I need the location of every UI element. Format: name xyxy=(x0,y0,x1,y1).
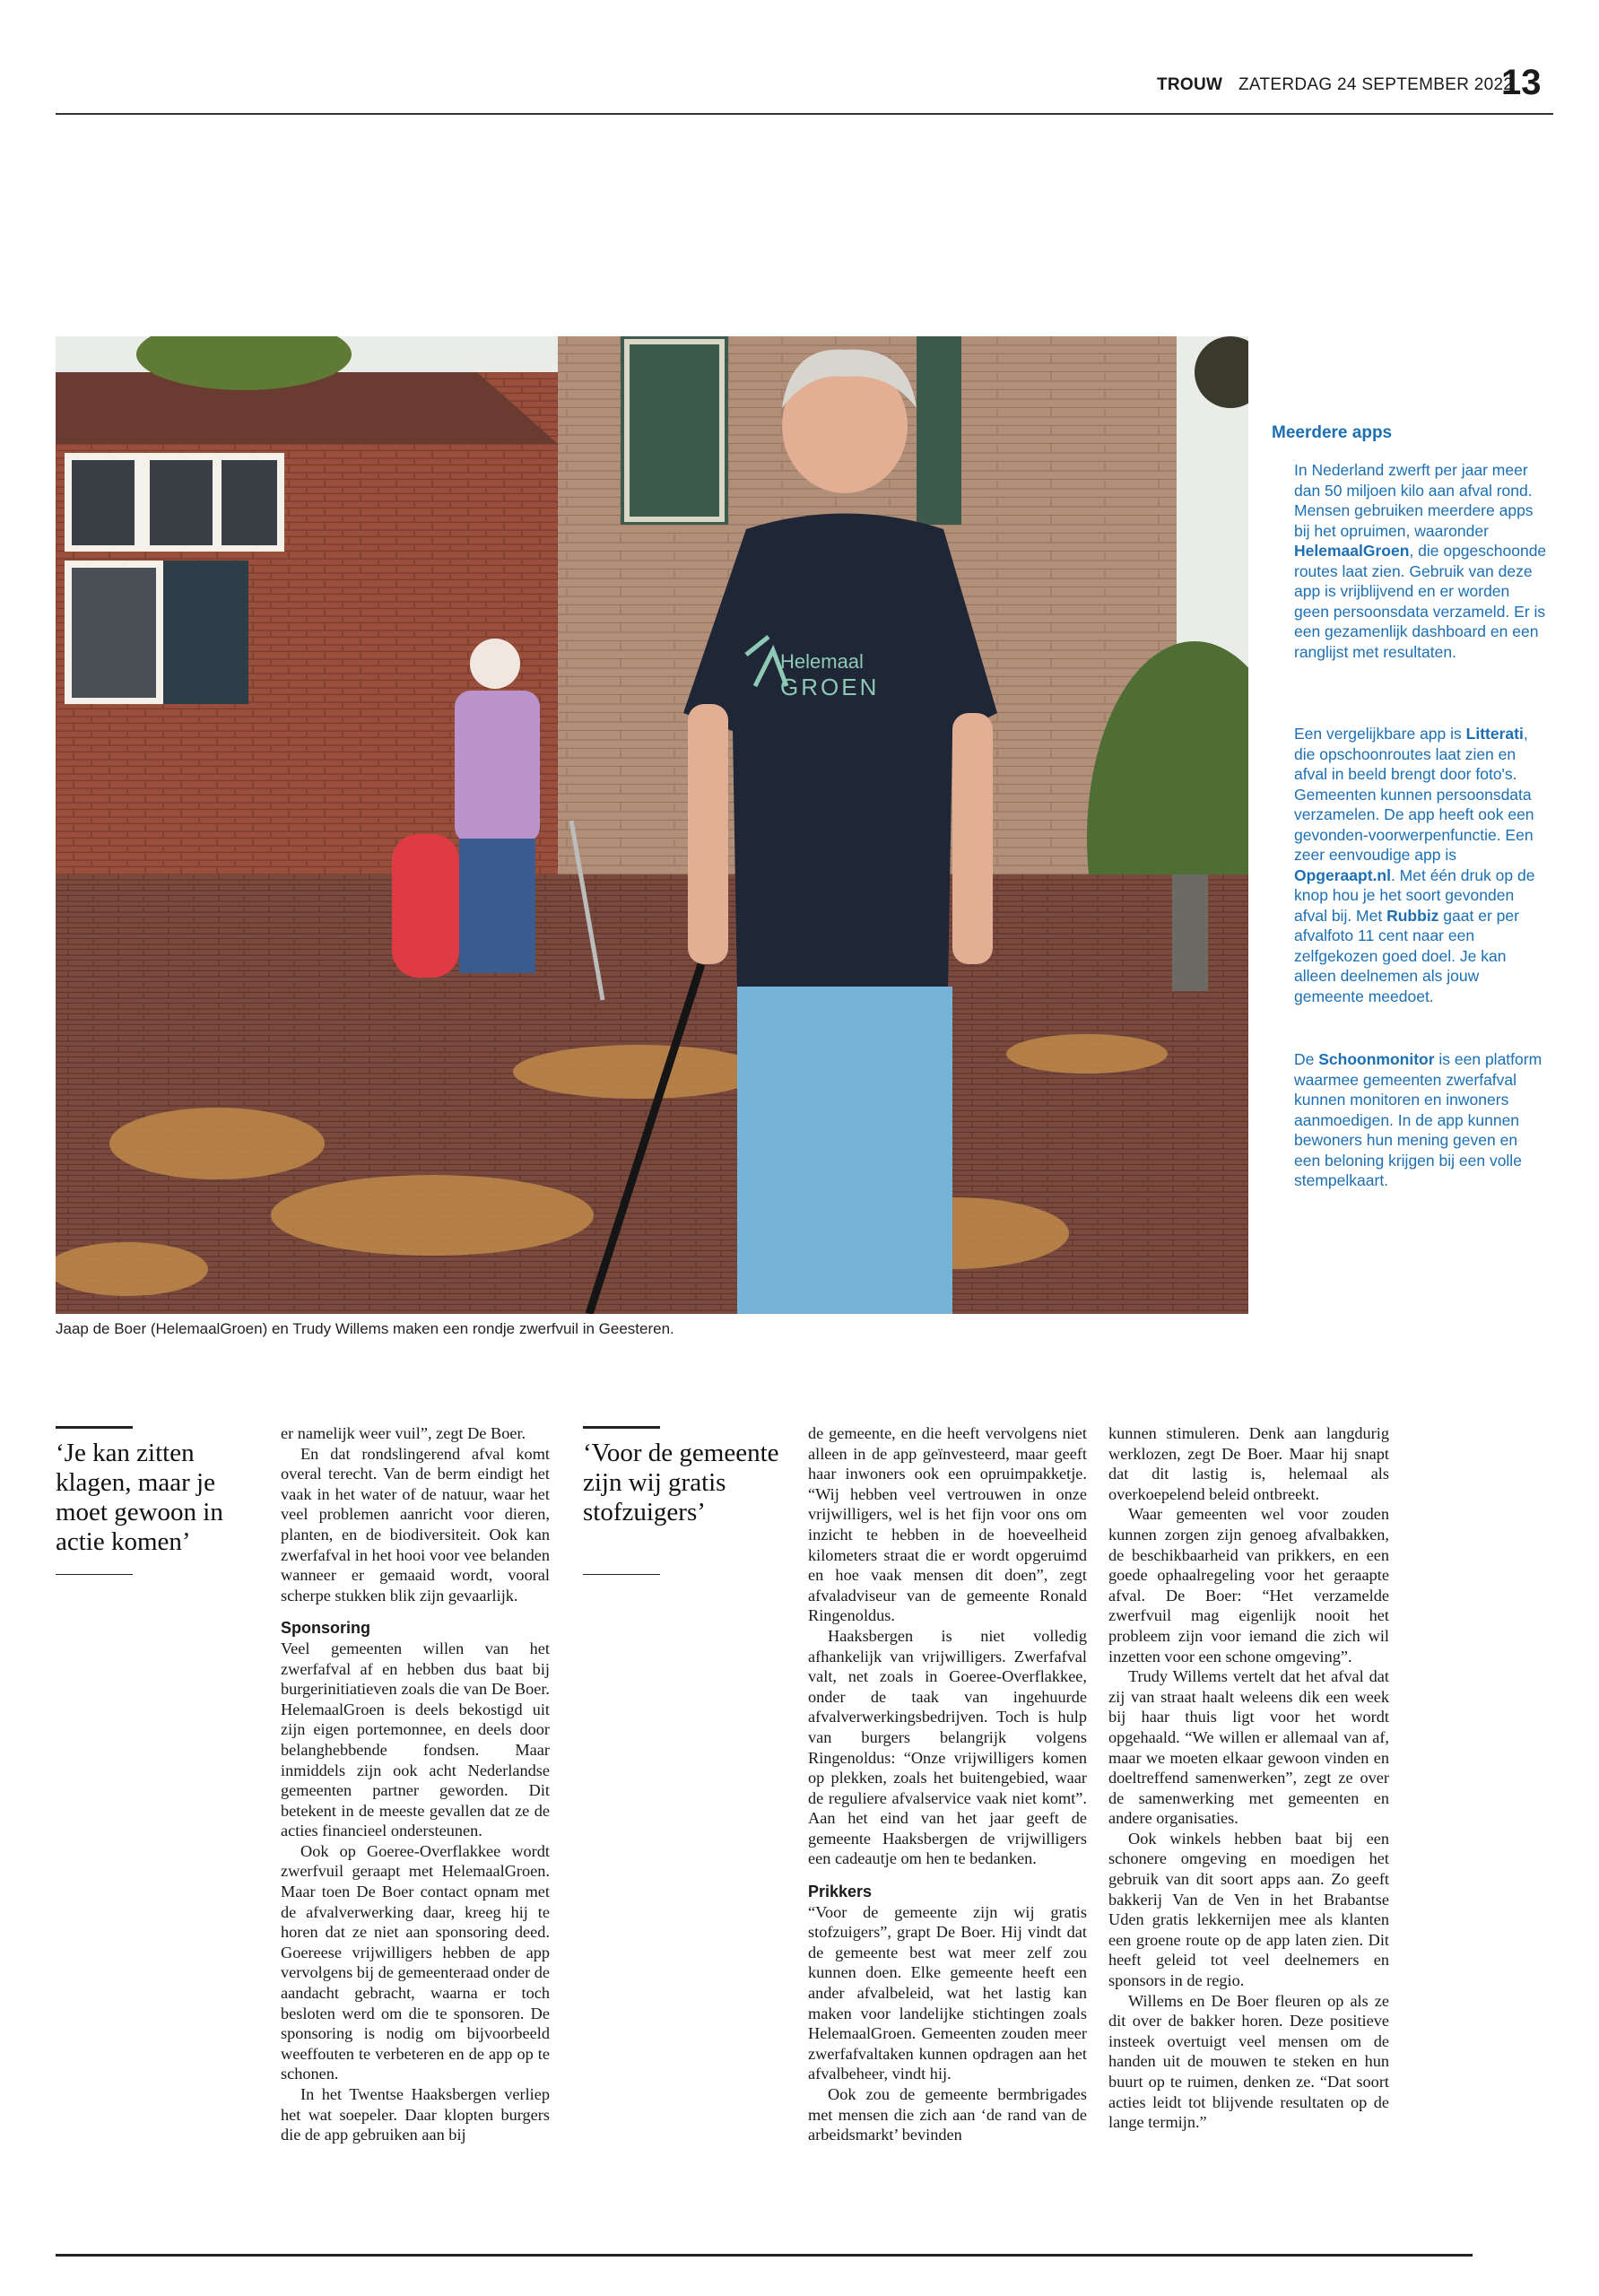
article-photo xyxy=(56,336,1248,1314)
sidebar-paragraph: De Schoonmonitor is een platform waarmee gemeenten zwerfafval kunnen monitoren en inwoners aanmoedigen. In de app kunnen bewoners hun mening geven en een beloning krijgen bij een volle stempelkaart. xyxy=(1294,1050,1543,1189)
app-name: Rubbiz xyxy=(1386,906,1439,925)
app-name: Opgeraapt.nl xyxy=(1294,865,1391,884)
article-paragraph: Haaksbergen is niet volledig afhankelijk van vrijwilligers. Zwerfafval valt, net zoals in Goeree-Overflakkee, onder de taak van ingehuurde afvalverwerkingsbedrijven. Toch is hulp van burgers belangrijk volgens Ringenoldus: “Onze vrijwilligers komen op plekken, zoals het buitengebied, waar de reguliere afvalservice vaak niet komt”. Aan het eind van het jaar geeft de gemeente Haaksbergen de vrijwilligers een cadeautje om hen te bedanken. xyxy=(808,1626,1087,1868)
article-paragraph: Ook winkels hebben baat bij een schonere omgeving en moedigen het gebruik van dit soort apps aan. Zo geeft bakkerij Van de Ven in het Brabantse Uden gratis lekkernijen mee als klanten een groene route op de app laten zien. Dit heeft geleid tot veel deelnemers en sponsors in de regio. xyxy=(1108,1829,1389,1990)
publication-name: TROUW xyxy=(1157,75,1223,94)
article-paragraph: kunnen stimuleren. Denk aan langdurig werklozen, zegt De Boer. Maar hij snapt dat dit lastig is, helemaal als overkoepelend beleid ontbreekt. xyxy=(1108,1424,1389,1503)
pullquote: ‘Voor de gemeente zijn wij gratis stofzuigers’ xyxy=(583,1439,779,1526)
app-name: Litterati xyxy=(1465,725,1524,743)
footer-rule xyxy=(56,2254,1473,2257)
app-name: HelemaalGroen xyxy=(1294,542,1410,560)
article-paragraph: er namelijk weer vuil”, zegt De Boer. xyxy=(281,1424,526,1442)
pullquote-rule xyxy=(56,1426,133,1429)
article-column-3 xyxy=(1108,1423,1389,2133)
article-paragraph: En dat rondslingerend afval komt overal terecht. Van de berm eindigt het vaak in het water of de natuur, waar het veel problemen aanricht voor dieren, planten, en de biodiversiteit. Ook kan zwerfafval in het hooi voor vee belanden wanneer er gemaaid wordt, vooral scherpe stukken blik zijn gevaarlijk. xyxy=(281,1444,550,1605)
article-paragraph: Trudy Willems vertelt dat het afval dat zij van straat haalt weleens dik een week bij haar thuis ligt voor het wordt opgehaald. “We willen er allemaal van af, maar we moeten elkaar gewoon vinden en doeltreffend samenwerken”, zegt ze over de samenwerking met gemeenten en andere organisaties. xyxy=(1108,1667,1389,1828)
sidebar-heading: Meerdere apps xyxy=(1272,423,1393,442)
pullquote-rule xyxy=(583,1426,660,1429)
app-name: Schoonmonitor xyxy=(1318,1050,1435,1068)
article-paragraph: In het Twentse Haaksbergen verliep het wat soepeler. Daar klopten burgers die de app gebruiken aan bij xyxy=(281,2085,550,2144)
article-column-2 xyxy=(808,1423,1087,2145)
sidebar-paragraph: Een vergelijkbare app is Litterati, die opschoonroutes laat zien en afval in beeld brengt door foto's. Gemeenten kunnen persoonsdata verzamelen. De app heeft ook een gevonden-voorwerpenfunctie. Een zeer eenvoudige app is Opgeraapt.nl. Met één druk op de knop hou je het soort gevonden afval bij. Met Rubbiz gaat er per afvalfoto 11 cent naar een zelfgekozen goed doel. Je kan alleen deelnemen als jouw gemeente meedoet. xyxy=(1294,725,1535,1005)
article-paragraph: Waar gemeenten wel voor zouden kunnen zorgen zijn genoeg afvalbakken, de beschikbaarheid van prikkers, en een goede ophaalregeling voor het geraapte afval. De Boer: “Het verzamelde zwerfvuil mag eigenlijk nooit het probleem zijn voor iemand die zich wil inzetten voor een schone omgeving”. xyxy=(1108,1505,1389,1665)
subheading: Prikkers xyxy=(808,1883,873,1901)
photo-caption: Jaap de Boer (HelemaalGroen) en Trudy Willems maken een rondje zwerfvuil in Geesteren. xyxy=(56,1320,674,1337)
subheading: Sponsoring xyxy=(281,1619,370,1638)
article-paragraph: Ook zou de gemeente bermbrigades met mensen die zich aan ‘de rand van de arbeidsmarkt’ bevinden xyxy=(808,2085,1087,2144)
page-number: 13 xyxy=(1501,63,1542,102)
sidebar-paragraph: In Nederland zwerft per jaar meer dan 50 miljoen kilo aan afval rond. Mensen gebruiken meerdere apps bij het opruimen, waaronder HelemaalGroen, die opgeschoonde routes laat zien. Gebruik van deze app is vrijblijvend en er worden geen persoonsdata verzameld. Er is een gezamenlijk dashboard en een ranglijst met resultaten. xyxy=(1294,461,1547,661)
pullquote-rule xyxy=(583,1574,660,1575)
article-paragraph: Veel gemeenten willen van het zwerfafval af en hebben dus baat bij burgerinitiatieven zoals die van De Boer. HelemaalGroen is deels bekostigd uit zijn eigen portemonnee, en deels door belanghebbende fondsen. Maar inmiddels zijn ook acht Nederlandse gemeenten partner geworden. Dit betekent in de meeste gevallen dat ze de acties financieel ondersteunen. xyxy=(281,1639,550,1840)
shirt-text-groen: GROEN xyxy=(780,674,880,700)
pullquote-rule xyxy=(56,1574,133,1575)
article-paragraph: “Voor de gemeente zijn wij gratis stofzuigers”, grapt De Boer. Hij vindt dat de gemeente best wat meer zelf zou kunnen doen. Elke gemeente heeft een ander afvalbeleid, wat het lastig kan maken voor landelijke stichtingen zoals HelemaalGroen. Gemeenten zouden meer zwerfafvaltaken kunnen opdragen aan het afvalbeheer, vindt hij. xyxy=(808,1902,1087,2083)
article-column-1 xyxy=(281,1423,550,2145)
article-paragraph: Ook op Goeree-Overflakkee wordt zwerfvuil geraapt met HelemaalGroen. Maar toen De Boer contact opnam met de afvalverwerking daar, kreeg hij te horen dat ze niet aan sponsoring deed. Goereese vrijwilligers hebben de app vervolgens bij de gemeenteraad onder de aandacht gebracht, waarna er toch besloten werd om die te sponsoren. De sponsoring is nodig om bijvoorbeeld weeffouten te verbeteren en de app op te schonen. xyxy=(281,1841,550,2083)
publication-date: ZATERDAG 24 SEPTEMBER 2022 xyxy=(1238,75,1514,94)
article-paragraph: Willems en De Boer fleuren op als ze dit over de bakker horen. Deze positieve insteek overtuigt veel mensen om de handen uit de mouwen te steken en hun buurt op te ruimen, denken ze. “Dat soort acties leidt tot blijvende resultaten op de lange termijn.” xyxy=(1108,1991,1389,2132)
article-paragraph: de gemeente, en die heeft vervolgens niet alleen in de app geïnvesteerd, maar geeft haar inwoners ook een opruimpakketje. “Wij hebben veel vertrouwen in onze vrijwilligers, wel is het fijn voor ons om inzicht te hebben in de hoeveelheid kilometers straat die er wordt opgeruimd en hoe vaak mensen dit doen”, zegt afvaladviseur van de gemeente Ronald Ringenoldus. xyxy=(808,1424,1087,1625)
shirt-text-helemaal: Helemaal xyxy=(780,650,864,673)
header-rule xyxy=(56,113,1553,115)
pullquote: ‘Je kan zitten klagen, maar je moet gewoon in actie komen’ xyxy=(56,1439,223,1556)
